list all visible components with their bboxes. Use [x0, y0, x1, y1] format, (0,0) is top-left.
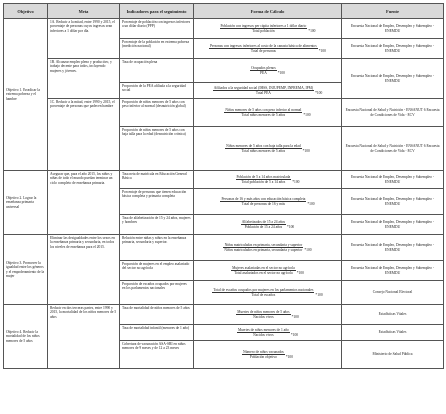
- multiplier: *100: [315, 91, 323, 95]
- formula-cell: [194, 19, 342, 39]
- source-cell: Estadísticas Vitales: [342, 305, 444, 325]
- source-cell: Encuesta Nacional de Empleo, Desempleo y Subempleo - ENEMDU: [342, 19, 444, 39]
- formula-cell: [194, 325, 342, 341]
- formula-denominator: Total población: [252, 28, 275, 33]
- formula-cell: [194, 235, 342, 261]
- formula-cell: [194, 59, 342, 83]
- formula-denominator: Total niños menores de 5 años: [241, 148, 286, 153]
- indicator-cell: Proporción de escaños ocupados por mujeres en los parlamentos nacionales: [120, 281, 194, 305]
- indicator-cell: Proporción de niños menores de 5 años con peso inferior al normal (desnutrición global): [120, 99, 194, 127]
- table-row: [4, 171, 444, 189]
- formula-numerator: Número de niños vacunados: [242, 349, 284, 354]
- formula-numerator: Niños menores de 5 años con baja talla para la edad: [226, 143, 301, 148]
- formula-numerator: Niñas matriculadas en primaria, secundaria y superior: [224, 242, 303, 247]
- formula-numerator: Población con ingresos per cápita inferiores a 1 dólar diario: [220, 23, 307, 28]
- meta-cell: 1A. Reducir a la mitad, entre 1990 y 2015, el porcentaje de personas cuyos ingresos sean inferiores a 1 dólar por día.: [48, 19, 120, 59]
- indicator-cell: Tasa de ocupación plena: [120, 59, 194, 83]
- header-row: [4, 4, 444, 19]
- header-fuente: Fuente: [342, 4, 444, 19]
- formula-denominator: Población objetivo: [249, 354, 277, 359]
- multiplier: *100: [303, 113, 311, 117]
- meta-cell: Asegurar que, para el año 2015, los niños y niñas de todo el mundo puedan terminar un ciclo completo de enseñanza primaria.: [48, 171, 120, 235]
- meta-cell: Eliminar las desigualdades entre los sexos en la enseñanza primaria y secundaria, en todos los niveles de enseñanza para el 2015.: [48, 235, 120, 305]
- formula-cell: [194, 189, 342, 215]
- multiplier: *100: [287, 225, 295, 229]
- formula-numerator: Total de escaños ocupados por mujeres en los parlamentos nacionales: [213, 287, 314, 292]
- header-indicadores: Indicadores para el seguimiento: [120, 4, 194, 19]
- objetivo-cell: Objetivo 3. Promover la igualdad entre los géneros y el empoderamiento de la mujer: [4, 235, 48, 305]
- multiplier: *100: [296, 271, 304, 275]
- formula-denominator: Total PEA: [255, 90, 271, 95]
- formula-denominator: Niños matriculados en primaria, secundaria y superior: [224, 247, 303, 252]
- formula-denominator: Total de personas: [250, 48, 276, 53]
- indicators-table-page: [3, 3, 443, 411]
- formula-cell: [194, 99, 342, 127]
- formula-numerator: Población de 5 a 14 años matriculada: [236, 174, 291, 179]
- source-cell: Encuesta Nacional de Empleo, Desempleo y Subempleo - ENEMDU: [342, 39, 444, 59]
- header-forma-calculo: Forma de Cálculo: [194, 4, 342, 19]
- objetivo-cell: Objetivo 1. Erradicar la extrema pobreza y el hambre: [4, 19, 48, 171]
- header-meta: Meta: [48, 4, 120, 19]
- source-cell: Encuesta Nacional de Empleo, Desempleo y Subempleo - ENEMDU: [342, 215, 444, 235]
- formula-denominator: Nacidos vivos: [253, 314, 274, 319]
- indicator-cell: Tasa de mortalidad de niños menores de 5 años: [120, 305, 194, 325]
- formula-denominator: Nacidos vivos: [253, 332, 274, 337]
- indicator-cell: Porcentaje de la población en extrema pobreza (medición nacional): [120, 39, 194, 59]
- meta-cell: 1C. Reducir a la mitad, entre 1990 y 2015, el porcentaje de personas que padecen hambre: [48, 99, 120, 171]
- formula-denominator: Total población de 5 a 14 años: [241, 179, 286, 184]
- formula-cell: [194, 215, 342, 235]
- formula-numerator: Personas de 16 y más años con educación básica completa: [221, 196, 306, 201]
- indicators-table: [3, 3, 444, 369]
- formula-numerator: Muertes de niños menores de 5 años: [237, 309, 290, 314]
- formula-numerator: Niños menores de 5 años con peso inferior al normal: [225, 107, 302, 112]
- table-row: [4, 305, 444, 325]
- header-objetivo: Objetivo: [4, 4, 48, 19]
- source-cell: Encuesta Nacional de Empleo, Desempleo y Subempleo - ENEMDU: [342, 59, 444, 99]
- source-cell: Encuesta Nacional de Empleo, Desempleo y Subempleo - ENEMDU: [342, 189, 444, 215]
- indicator-cell: Tasa de mortalidad infantil (menores de 1 año): [120, 325, 194, 341]
- indicator-cell: Porcentaje de población con ingresos inferiores a un dólar diario (PPP): [120, 19, 194, 39]
- multiplier: *100: [308, 29, 316, 33]
- table-row: [4, 59, 444, 83]
- indicator-cell: Tasa de alfabetización de 15 y 24 años, mujeres y hombres: [120, 215, 194, 235]
- indicator-cell: Proporción de niños menores de 5 años con baja talla para la edad (desnutrición crónica): [120, 127, 194, 171]
- formula-cell: [194, 305, 342, 325]
- source-cell: Estadísticas Vitales: [342, 325, 444, 341]
- multiplier: *100: [277, 71, 285, 75]
- multiplier: *100: [302, 149, 310, 153]
- formula-cell: [194, 341, 342, 369]
- formula-denominator: Población de 15 a 24 años: [244, 224, 283, 229]
- indicator-cell: Porcentaje de personas que tienen educación básica completa y primaria completa: [120, 189, 194, 215]
- formula-cell: [194, 281, 342, 305]
- source-cell: Encuesta Nacional de Empleo, Desempleo y Subempleo - ENEMDU: [342, 171, 444, 189]
- meta-cell: 1B. Alcanzar empleo pleno y productivo, y trabajo decente para todos, incluyendo mujeres y jóvenes.: [48, 59, 120, 99]
- meta-cell: Reducir en dos terceras partes, entre 1990 y 2015, la mortalidad de los niños menores de 5 años: [48, 305, 120, 369]
- formula-numerator: Afiliados a la seguridad social (IHSS, INJUPEMP, INPREMA, IPM): [213, 85, 314, 90]
- formula-denominator: Total niños menores de 5 años: [241, 112, 286, 117]
- formula-cell: [194, 261, 342, 281]
- formula-denominator: Total de personas de 16 y más: [241, 201, 286, 206]
- formula-cell: [194, 171, 342, 189]
- source-cell: Consejo Nacional Electoral: [342, 281, 444, 305]
- multiplier: *100: [304, 248, 312, 252]
- source-cell: Encuesta Nacional de Salud y Nutrición - ENSANUT 6 Encuesta de Condiciones de Vida - ECV: [342, 127, 444, 171]
- multiplier: *100: [291, 315, 299, 319]
- formula-numerator: Alfabetizados de 15 a 24 años: [241, 219, 286, 224]
- multiplier: *100: [290, 333, 299, 337]
- multiplier: *100: [318, 49, 326, 53]
- indicator-cell: Relación entre niñas y niños en la enseñanza primaria, secundaria y superior.: [120, 235, 194, 261]
- source-cell: Encuesta Nacional de Empleo, Desempleo y Subempleo - ENEMDU: [342, 261, 444, 281]
- table-row: [4, 99, 444, 127]
- indicator-cell: Tasa neta de matrícula en Educación General Básica: [120, 171, 194, 189]
- indicator-cell: Cobertura de vacunación ASA-SRI en niños menores de 9 meses y de 12 a 23 meses: [120, 341, 194, 369]
- formula-numerator: Ocupados plenos: [251, 65, 276, 70]
- indicator-cell: Proporción de la PEA afiliada a la seguridad social: [120, 83, 194, 99]
- formula-cell: [194, 83, 342, 99]
- multiplier: *100: [292, 180, 300, 184]
- multiplier: *100: [307, 202, 315, 206]
- formula-denominator: Total de escaños: [251, 292, 276, 297]
- formula-cell: [194, 127, 342, 171]
- source-cell: Encuesta Nacional de Salud y Nutrición - ENSANUT 6 Encuesta de Condiciones de Vida - ECV: [342, 99, 444, 127]
- objetivo-cell: Objetivo 4. Reducir la mortalidad de los niños menores de 5 años: [4, 305, 48, 369]
- objetivo-cell: Objetivo 2. Lograr la enseñanza primaria universal: [4, 171, 48, 235]
- multiplier: *100: [285, 355, 293, 359]
- formula-numerator: Mujeres asalariadas en el sector no agrícola: [232, 265, 295, 270]
- source-cell: Ministerio de Salud Pública: [342, 341, 444, 369]
- formula-denominator: Total asalariados en el sector no agrícola: [234, 270, 293, 275]
- table-row: [4, 19, 444, 39]
- table-row: [4, 235, 444, 261]
- multiplier: *100: [315, 293, 323, 297]
- formula-denominator: PEA: [260, 70, 267, 75]
- formula-numerator: Muertes de niños menores de 1 año: [237, 327, 289, 332]
- formula-cell: [194, 39, 342, 59]
- formula-numerator: Personas con ingresos inferiores al costo de la canasta básica de alimentos: [210, 43, 317, 48]
- source-cell: Encuesta Nacional de Empleo, Desempleo y Subempleo - ENEMDU: [342, 235, 444, 261]
- indicator-cell: Proporción de mujeres en el empleo asalariado del sector no agrícola: [120, 261, 194, 281]
